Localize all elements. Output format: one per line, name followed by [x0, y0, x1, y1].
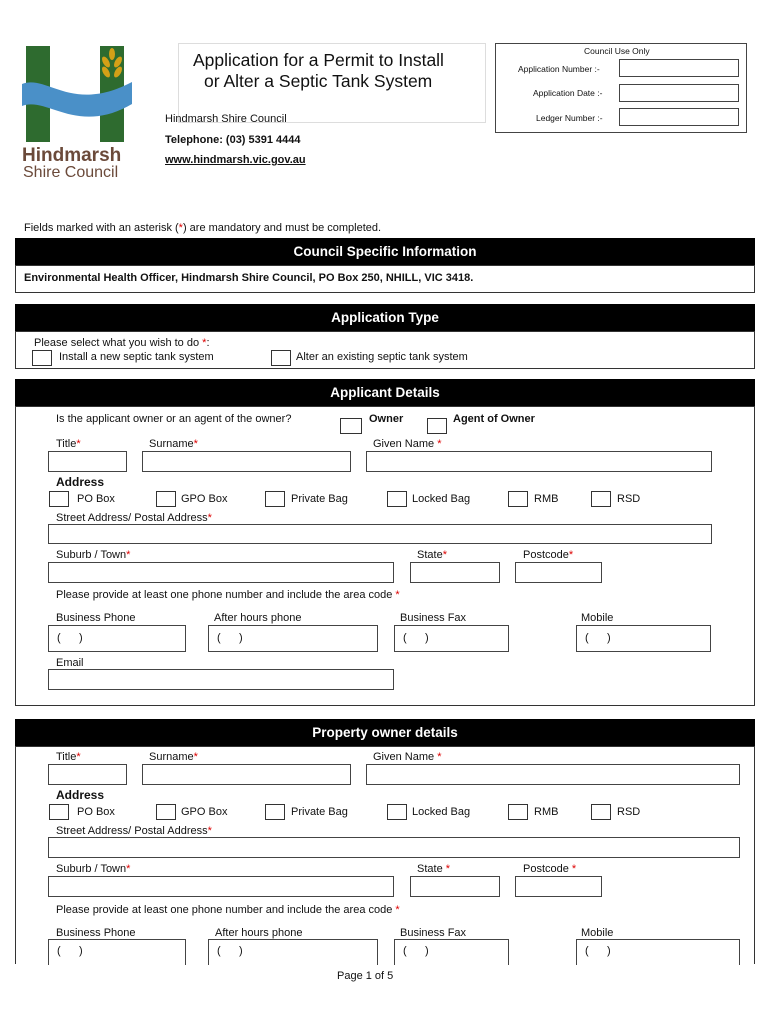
owner-business-phone-label: Business Phone: [56, 927, 136, 939]
owner-street-address-input[interactable]: [48, 837, 740, 858]
owner-phone-note-text: Please provide at least one phone number and include the area code: [56, 904, 396, 916]
colon: :: [206, 337, 210, 349]
owner-postcode-label-text: Postcode: [523, 863, 572, 875]
owner-state-label-text: State: [417, 863, 446, 875]
owner-private-bag-checkbox[interactable]: [265, 804, 285, 820]
application-number-field[interactable]: [619, 59, 739, 77]
business-fax-input[interactable]: [394, 625, 509, 652]
mandatory-note-pre: Fields marked with an asterisk (: [24, 222, 179, 234]
postcode-label: [523, 549, 573, 561]
given-name-label-text: Given Name: [373, 438, 438, 450]
mobile-label: Mobile: [581, 612, 614, 624]
owner-gpo-box-checkbox[interactable]: [156, 804, 176, 820]
owner-label: Owner: [369, 413, 404, 425]
asterisk: *: [178, 222, 183, 234]
owner-mobile-input[interactable]: [576, 939, 740, 965]
paren-open: (: [217, 945, 221, 957]
paren-close: ): [425, 945, 429, 957]
suburb-label-text: Suburb / Town: [56, 549, 127, 561]
asterisk: *: [193, 438, 198, 450]
council-use-title: Council Use Only: [584, 46, 650, 56]
locked-bag-label: Locked Bag: [412, 493, 471, 505]
paren-open: (: [57, 945, 61, 957]
applicant-details-heading: [15, 379, 755, 407]
paren-open: (: [217, 632, 221, 644]
locked-bag-checkbox[interactable]: [387, 491, 407, 507]
owner-surname-label-text: Surname: [149, 751, 194, 763]
owner-state-label: [417, 863, 450, 875]
after-hours-input[interactable]: [208, 625, 378, 652]
paren-open: (: [585, 632, 589, 644]
paren-open: (: [403, 945, 407, 957]
asterisk: *: [126, 863, 131, 875]
rmb-checkbox[interactable]: [508, 491, 528, 507]
owner-suburb-label: [56, 863, 130, 875]
rmb-label: RMB: [534, 493, 559, 505]
asterisk: *: [395, 904, 400, 916]
gpo-box-label: GPO Box: [181, 493, 228, 505]
alter-existing-checkbox[interactable]: [271, 350, 291, 366]
logo-mark-icon: [22, 44, 137, 144]
owner-suburb-label-text: Suburb / Town: [56, 863, 127, 875]
street-address-input[interactable]: [48, 524, 712, 544]
after-hours-label: After hours phone: [214, 612, 302, 624]
owner-mobile-label: Mobile: [581, 927, 614, 939]
application-number-label: Application Number :-: [518, 64, 600, 74]
owner-suburb-input[interactable]: [48, 876, 394, 897]
business-phone-input[interactable]: [48, 625, 186, 652]
owner-given-name-label: [373, 751, 441, 763]
owner-surname-input[interactable]: [142, 764, 351, 785]
asterisk: *: [445, 863, 451, 875]
council-specific-section: [15, 265, 755, 293]
agent-label: Agent of Owner: [453, 413, 535, 425]
council-address: Environmental Health Officer, Hindmarsh Shire Council, PO Box 250, NHILL, VIC 3418.: [24, 272, 474, 284]
suburb-input[interactable]: [48, 562, 394, 583]
owner-postcode-label: [523, 863, 576, 875]
paren-close: ): [425, 632, 429, 644]
paren-open: (: [403, 632, 407, 644]
council-specific-heading-text: Council Specific Information: [293, 244, 477, 259]
owner-business-phone-input[interactable]: [48, 939, 186, 965]
asterisk: *: [76, 438, 81, 450]
application-type-prompt-text: Please select what you wish to do: [34, 337, 203, 349]
owner-gpo-box-label: GPO Box: [181, 806, 228, 818]
surname-input[interactable]: [142, 451, 351, 472]
council-name: Hindmarsh Shire Council: [165, 113, 287, 125]
ledger-number-label: Ledger Number :-: [536, 113, 603, 123]
owner-checkbox[interactable]: [340, 418, 362, 434]
application-date-label: Application Date :-: [533, 88, 603, 98]
asterisk: *: [437, 438, 442, 450]
business-fax-label: Business Fax: [400, 612, 467, 624]
asterisk: *: [207, 512, 212, 524]
owner-po-box-checkbox[interactable]: [49, 804, 69, 820]
application-type-heading-text: Application Type: [331, 310, 439, 325]
owner-business-fax-label: Business Fax: [400, 927, 467, 939]
ledger-number-field[interactable]: [619, 108, 739, 126]
owner-rmb-label: RMB: [534, 806, 559, 818]
paren-open: (: [57, 632, 61, 644]
suburb-label: [56, 549, 130, 561]
applicant-details-heading-text: Applicant Details: [330, 385, 440, 400]
asterisk: *: [442, 549, 447, 561]
po-box-label: PO Box: [77, 493, 115, 505]
asterisk: *: [395, 589, 400, 601]
application-type-section: [15, 331, 755, 369]
website-link[interactable]: www.hindmarsh.vic.gov.au: [165, 154, 306, 166]
owner-title-label: [56, 751, 81, 763]
page-number: Page 1 of 5: [337, 970, 394, 982]
owner-title-input[interactable]: [48, 764, 127, 785]
owner-after-hours-input[interactable]: [208, 939, 378, 965]
title-label-text: Title: [56, 438, 77, 450]
logo-text-line1: Hindmarsh: [22, 145, 122, 166]
paren-close: ): [607, 945, 611, 957]
mandatory-note-post: ) are mandatory and must be completed.: [182, 222, 382, 234]
page-title-line1: Application for a Permit to Install: [193, 50, 444, 70]
owner-business-fax-input[interactable]: [394, 939, 509, 965]
title-input[interactable]: [48, 451, 127, 472]
state-input[interactable]: [410, 562, 500, 583]
owner-address-label: Address: [56, 788, 105, 802]
email-label: Email: [56, 657, 84, 669]
postcode-label-text: Postcode: [523, 549, 569, 561]
address-label: Address: [56, 475, 105, 489]
street-address-label-text: Street Address/ Postal Address: [56, 512, 208, 524]
rsd-checkbox[interactable]: [591, 491, 611, 507]
title-label: [56, 438, 81, 450]
council-use-panel: [495, 43, 747, 133]
owner-title-label-text: Title: [56, 751, 77, 763]
council-specific-heading: [15, 238, 755, 266]
surname-label: [149, 438, 198, 450]
private-bag-label: Private Bag: [291, 493, 348, 505]
paren-close: ): [79, 632, 83, 644]
paren-close: ): [79, 945, 83, 957]
asterisk: *: [571, 863, 577, 875]
asterisk: *: [568, 549, 574, 561]
telephone: Telephone: (03) 5391 4444: [165, 134, 301, 146]
owner-rmb-checkbox[interactable]: [508, 804, 528, 820]
owner-given-name-label-text: Given Name: [373, 751, 438, 763]
asterisk: *: [193, 751, 198, 763]
application-date-field[interactable]: [619, 84, 739, 102]
asterisk: *: [437, 751, 442, 763]
street-address-label: [56, 512, 212, 524]
property-owner-heading-text: Property owner details: [312, 725, 458, 740]
application-type-prompt: [34, 337, 210, 349]
asterisk: *: [207, 825, 212, 837]
paren-close: ): [239, 945, 243, 957]
mandatory-note: [24, 222, 381, 234]
phone-note: [56, 589, 400, 601]
owner-surname-label: [149, 751, 198, 763]
phone-note-text: Please provide at least one phone number and include the area code: [56, 589, 396, 601]
postcode-input[interactable]: [515, 562, 602, 583]
owner-rsd-checkbox[interactable]: [591, 804, 611, 820]
application-type-heading: [15, 304, 755, 332]
asterisk: *: [76, 751, 81, 763]
logo-text-line2: Shire Council: [23, 164, 119, 181]
council-logo: [22, 44, 137, 184]
install-new-label: Install a new septic tank system: [59, 351, 214, 363]
applicant-details-section: [15, 406, 755, 706]
asterisk: *: [202, 337, 207, 349]
owner-given-name-input[interactable]: [366, 764, 740, 785]
email-input[interactable]: [48, 669, 394, 690]
page-title-line2: or Alter a Septic Tank System: [204, 71, 433, 91]
paren-open: (: [585, 945, 589, 957]
owner-state-input[interactable]: [410, 876, 500, 897]
owner-po-box-label: PO Box: [77, 806, 115, 818]
asterisk: *: [126, 549, 131, 561]
surname-label-text: Surname: [149, 438, 194, 450]
paren-close: ): [607, 632, 611, 644]
owner-locked-bag-label: Locked Bag: [412, 806, 471, 818]
state-label: [417, 549, 447, 561]
owner-after-hours-label: After hours phone: [215, 927, 303, 939]
property-owner-heading: [15, 719, 755, 747]
po-box-checkbox[interactable]: [49, 491, 69, 507]
paren-close: ): [239, 632, 243, 644]
owner-postcode-input[interactable]: [515, 876, 602, 897]
mobile-input[interactable]: [576, 625, 711, 652]
given-name-label: [373, 438, 441, 450]
owner-locked-bag-checkbox[interactable]: [387, 804, 407, 820]
owner-private-bag-label: Private Bag: [291, 806, 348, 818]
install-new-checkbox[interactable]: [32, 350, 52, 366]
property-owner-section: [15, 746, 755, 964]
owner-phone-note: [56, 904, 400, 916]
owner-rsd-label: RSD: [617, 806, 641, 818]
owner-street-address-label-text: Street Address/ Postal Address: [56, 825, 208, 837]
given-name-input[interactable]: [366, 451, 712, 472]
gpo-box-checkbox[interactable]: [156, 491, 176, 507]
owner-question: Is the applicant owner or an agent of the owner?: [56, 413, 292, 425]
owner-street-address-label: [56, 825, 212, 837]
private-bag-checkbox[interactable]: [265, 491, 285, 507]
rsd-label: RSD: [617, 493, 641, 505]
alter-existing-label: Alter an existing septic tank system: [296, 351, 468, 363]
business-phone-label: Business Phone: [56, 612, 136, 624]
state-label-text: State: [417, 549, 443, 561]
agent-checkbox[interactable]: [427, 418, 447, 434]
